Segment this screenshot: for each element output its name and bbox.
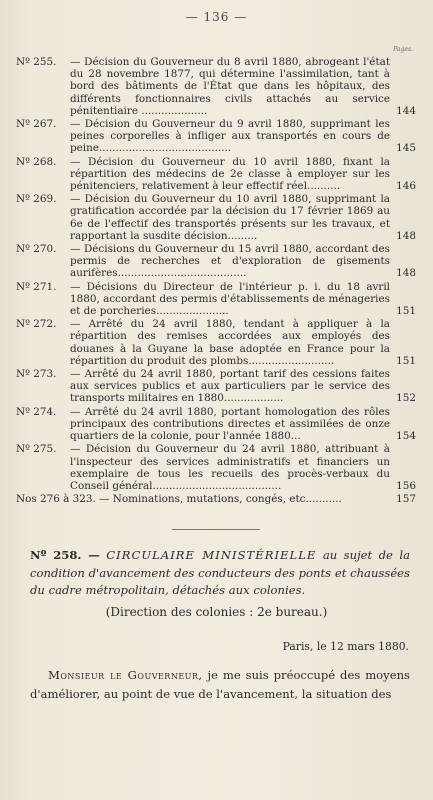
toc-entry-page: 148	[396, 229, 416, 242]
salutation: Monsieur le Gouverneur,	[48, 668, 203, 682]
letter-body	[30, 666, 410, 704]
toc-entry-page: 145	[396, 142, 416, 155]
toc-entry-text: — Décisions du Gouverneur du 15 avril 1880, accordant des permis de recherches et d'exploration de gisements aurifères.......................................	[70, 243, 390, 280]
toc-entry-page: 151	[396, 305, 416, 318]
toc-entry	[16, 193, 416, 242]
toc-entry-number: Nº 268.	[16, 155, 57, 168]
toc-entry-page: 144	[396, 104, 416, 117]
toc-entry-text: — Décision du Gouverneur du 10 avril 1880, fixant la répartition des médecins de 2e classe à employer sur les pénitenciers, relativement à leur effectif réel..........	[70, 155, 390, 193]
pages-column-label: Pages.	[393, 46, 413, 53]
circular-title: CIRCULAIRE MINISTÉRIELLE	[106, 548, 317, 562]
toc-entry	[16, 443, 416, 492]
toc-entry-text: — Arrêté du 24 avril 1880, tendant à appliquer à la répartition des remises accordées aux employés des douanes à la Guyane la base adoptée en France pour la répartition du produit des plombs..........................	[70, 318, 390, 367]
circular-number: Nº 258. —	[30, 548, 100, 562]
toc-entry	[16, 56, 416, 117]
toc-entry	[16, 281, 416, 318]
toc-entry-page: 146	[396, 180, 416, 193]
circular-heading	[30, 547, 410, 600]
toc-entry-number: Nº 269.	[16, 193, 57, 206]
toc-entry-page: 156	[396, 479, 416, 492]
toc-entry	[16, 243, 416, 280]
toc-entry-text: — Décisions du Directeur de l'intérieur p. i. du 18 avril 1880, accordant des permis d'établissements de ménageries et de porcheries......................	[70, 280, 390, 318]
toc-entry-page: 154	[396, 430, 416, 443]
toc-entry-text: — Décision du Gouverneur du 10 avril 1880, supprimant la gratification accordée par la décision du 17 février 1869 au 6e de l'effectif des transportés présents sur les travaux, et rapportant la susdite décision.........	[70, 193, 390, 242]
toc-entry	[16, 156, 416, 193]
toc-entry-page: 157	[396, 493, 416, 506]
toc-entry-number: Nº 267.	[16, 118, 57, 131]
toc-entry-text: Nos 276 à 323. — Nominations, mutations, congés, etc...........	[16, 493, 342, 506]
toc-entry-number: Nº 255.	[16, 56, 57, 68]
toc-entry-number: Nº 271.	[16, 280, 57, 293]
toc-entry-number: Nº 275.	[16, 443, 57, 456]
toc-entry	[16, 318, 416, 367]
section-divider	[172, 529, 260, 530]
toc-entry-last	[16, 493, 416, 505]
circular-subject: au sujet de la condition d'avancement des conducteurs des ponts et chaussées du cadre métropolitain, détachés aux colonies.	[30, 548, 410, 597]
toc-entry-text: — Décision du Gouverneur du 9 avril 1880, supprimant les peines corporelles à infliger aux transportés en cours de peine........................................	[70, 118, 390, 155]
toc-entry-text: — Arrêté du 24 avril 1880, portant tarif des cessions faites aux services publics et aux particuliers par le service des transports militaires en 1880..................	[70, 368, 390, 405]
toc-entry	[16, 368, 416, 405]
toc-entry-page: 152	[396, 392, 416, 405]
body-paragraph: je me suis préoccupé des moyens d'améliorer, au point de vue de l'avancement, la situation des	[30, 668, 410, 701]
toc-entry	[16, 118, 416, 155]
toc-entry-text: — Décision du Gouverneur du 8 avril 1880, abrogeant l'état du 28 novembre 1877, qui détermine l'assimilation, tant à bord des bâtiments de l'État que dans les hôpitaux, des différents fonctionnaires civils attachés au service pénitentiaire ....................	[70, 56, 390, 117]
toc-entry-number: Nº 274.	[16, 405, 57, 418]
page-number: — 136 —	[185, 10, 248, 24]
toc-entry-number: Nº 270.	[16, 243, 57, 256]
toc-entry-number: Nº 273.	[16, 368, 57, 381]
toc-entry-page: 151	[396, 354, 416, 367]
toc-entry-number: Nº 272.	[16, 318, 57, 331]
table-of-contents	[16, 56, 416, 506]
letter-date: Paris, le 12 mars 1880.	[282, 640, 409, 653]
toc-entry-page: 148	[396, 267, 416, 280]
toc-entry-text: — Décision du Gouverneur du 24 avril 1880, attribuant à l'inspecteur des services administratifs et financiers un exemplaire de tous les recueils des procès-verbaux du Conseil général.......................................	[70, 443, 390, 492]
toc-entry-text: — Arrêté du 24 avril 1880, portant homologation des rôles principaux des contributions directes et assimilées de onze quartiers de la colonie, pour l'année 1880...	[70, 405, 390, 443]
toc-entry	[16, 406, 416, 443]
direction-note: (Direction des colonies : 2e bureau.)	[105, 605, 328, 619]
